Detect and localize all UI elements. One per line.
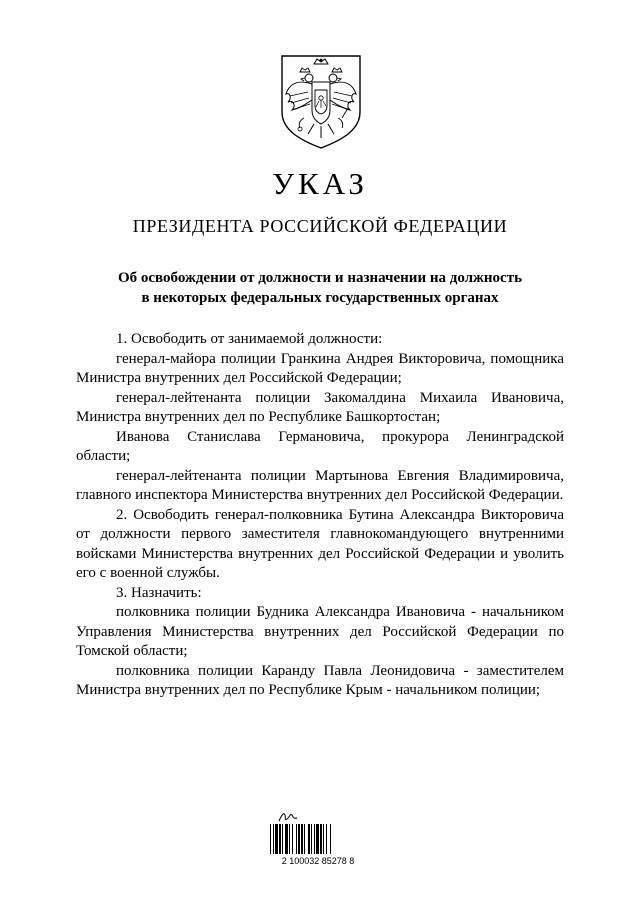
body-paragraph: полковника полиции Каранду Павла Леонидовича - заместителем Министра внутренних дел по Республике Крым - начальником полиции; — [76, 662, 564, 698]
decree-issuer: ПРЕЗИДЕНТА РОССИЙСКОЙ ФЕДЕРАЦИИ — [132, 216, 508, 236]
decree-subject — [60, 269, 580, 308]
body-paragraph: генерал-лейтенанта полиции Закомалдина Михаила Ивановича, Министра внутренних дел по Республике Башкортостан; — [76, 389, 564, 425]
body-paragraph: полковника полиции Будника Александра Ивановича - начальником Управления Министерства внутренних дел Российской Федерации по Томской области; — [76, 604, 564, 659]
signature-mark-icon — [278, 810, 298, 824]
body-paragraph: 2. Освободить генерал-полковника Бутина Александра Викторовича от должности первого заместителя главнокомандующего внутренними войсками Министерства внутренних дел Российской Федерации и уволить его с военной службы. — [76, 506, 564, 581]
body-paragraph: 1. Освободить от занимаемой должности: — [116, 331, 383, 347]
decree-subject-line: Об освобождении от должности и назначении на должность — [117, 270, 523, 286]
body-paragraph: генерал-лейтенанта полиции Мартынова Евгения Владимировича, главного инспектора Министерства внутренних дел Российской Федерации. — [76, 467, 564, 503]
decree-title: УКАЗ — [272, 166, 368, 201]
decree-body — [76, 330, 564, 701]
coat-of-arms-icon — [278, 54, 364, 150]
document-barcode-block — [268, 810, 368, 870]
barcode-icon — [270, 824, 364, 854]
barcode-number: 2 100032 85278 8 — [281, 856, 355, 866]
body-paragraph: генерал-майора полиции Гранкина Андрея Викторовича, помощника Министра внутренних дел Российской Федерации; — [76, 350, 564, 386]
decree-subject-line: в некоторых федеральных государственных органах — [141, 289, 499, 306]
body-paragraph: Иванова Станислава Германовича, прокурора Ленинградской области; — [76, 428, 564, 464]
body-paragraph: 3. Назначить: — [116, 584, 202, 601]
